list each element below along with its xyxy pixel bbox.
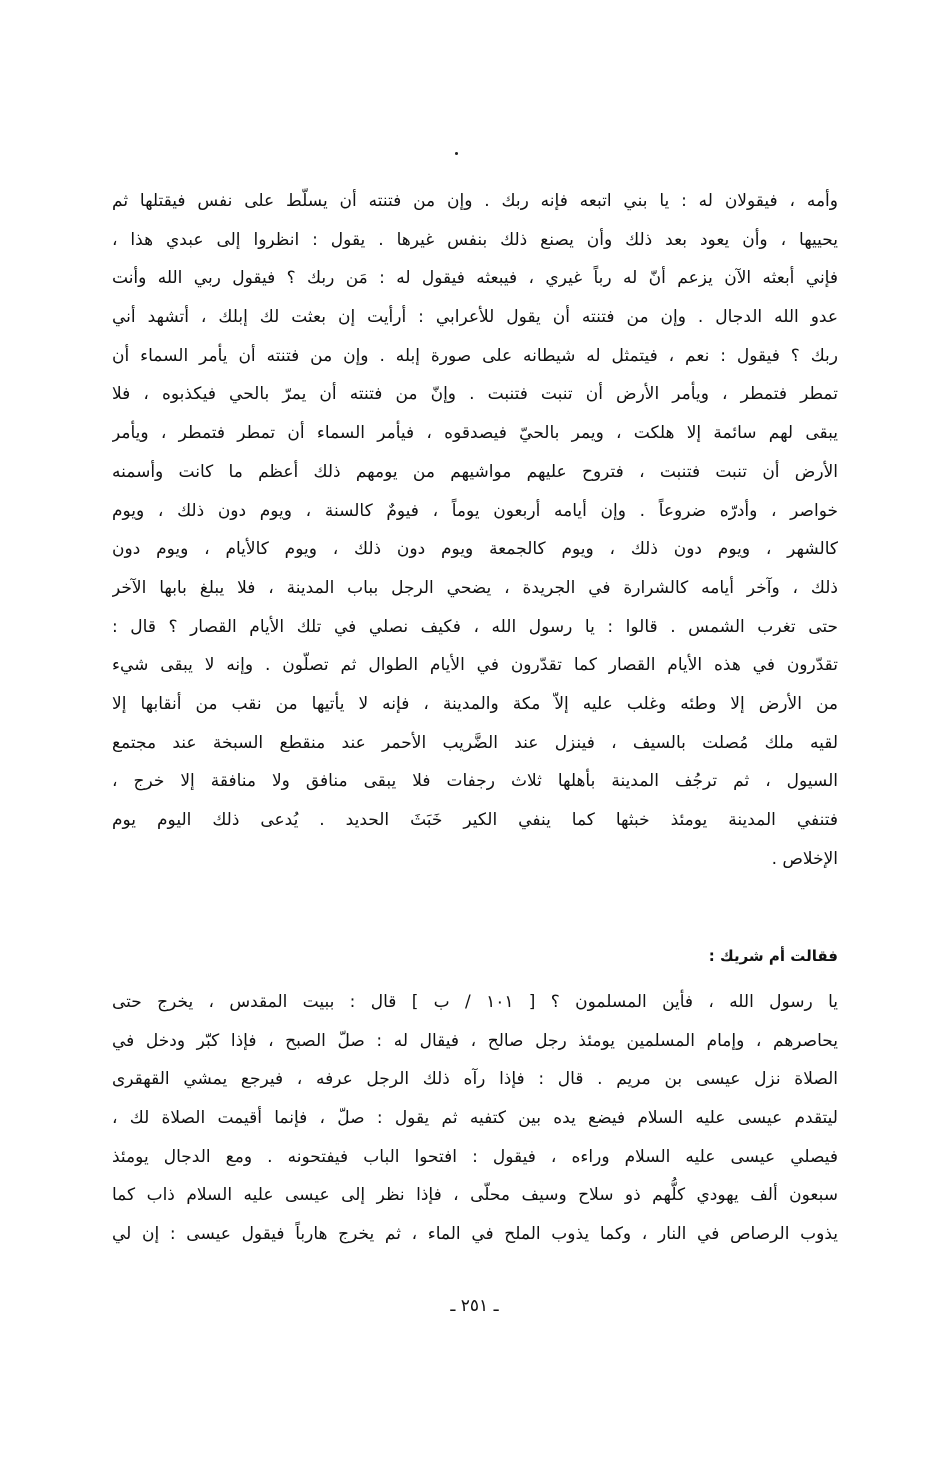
- text-line: ربك ؟ فيقول : نعم ، فيتمثل له شيطانه على صورة إبله . وإن من فتنته أن يأمر السماء أن: [112, 345, 838, 366]
- text-line: حتى تغرب الشمس . قالوا : يا رسول الله ، فكيف نصلي في تلك الأيام القصار ؟ قال :: [112, 616, 838, 637]
- text-line: يبقى لهم سائمة إلا هلكت ، ويمر بالحيّ فيصدقوه ، فيأمر السماء أن تمطر فتمطر ، ويأمر: [112, 423, 838, 444]
- text-line: الإخلاص .: [771, 848, 838, 869]
- text-line: يحاصرهم ، وإمام المسلمين يومئذ رجل صالح ، فيقال له : صلّ الصبح ، فإذا كبّر ودخل في: [112, 1030, 838, 1051]
- text-line: يذوب الرصاص في النار ، وكما يذوب الملح في الماء ، ثم يخرج هارباً فيقول عيسى : إن لي: [112, 1224, 838, 1245]
- text-line: فإني أبعثه الآن يزعم أنّ له رباً غيري ، فيبعثه فيقول له : مَن ربك ؟ فيقول ربي الله وأنت: [112, 268, 838, 289]
- text-line: عدو الله الدجال . وإن من فتنته أن يقول للأعرابي : أرأيت إن بعثت لك إبلك ، أتشهد أني: [112, 307, 838, 328]
- paragraph-1: [112, 182, 838, 878]
- text-line: الصلاة نزل عيسى بن مريم . قال : فإذا رآه ذلك الرجل عرفه ، فيرجع يمشي القهقرى: [112, 1069, 838, 1090]
- text-line: لقيه ملك مُصلت بالسيف ، فينزل عند الضَّريب الأحمر عند منقطع السبخة عند مجتمع: [112, 732, 838, 753]
- text-line: ذلك ، وآخر أيامه كالشرارة في الجريدة ، يضحي الرجل بباب المدينة ، فلا يبلغ بابها الآخر: [112, 577, 838, 598]
- page-number: ـ ٢٥١ ـ: [450, 1296, 499, 1316]
- ink-speck: [455, 152, 458, 155]
- text-line: يا رسول الله ، فأين المسلمون ؟ [ ١٠١ / ب ] قال : ببيت المقدس ، يخرج حتى: [112, 992, 838, 1012]
- text-line: من الأرض إلا وطئه وغلب عليه إلاّ مكة والمدينة ، فإنه لا يأتيها من نقب من أنقابها إلا: [112, 693, 838, 714]
- text-line: تقدّرون في هذه الأيام القصار كما تقدّرون في الأيام الطوال ثم تصلّون . وإنه لا يبقى شيء: [112, 655, 838, 676]
- text-line: فيصلي عيسى عليه السلام وراءه ، فيقول : افتحوا الباب فيفتحونه . ومع الدجال يومئذ: [112, 1146, 838, 1167]
- text-line: وأمه ، فيقولان له : يا بني اتبعه فإنه ربك . وإن من فتنته أن يسلّط على نفس فيقتلها ثم: [112, 191, 838, 211]
- text-line: الأرض أن تنبت فتنبت ، فتروح عليهم مواشيهم من يومهم ذلك أعظم ما كانت وأسمنه: [112, 461, 838, 482]
- section-heading: فقالت أم شريك :: [708, 947, 838, 965]
- text-line: ليتقدم عيسى عليه السلام فيضع يده بين كتفيه ثم يقول : صلّ ، فإنما أقيمت الصلاة لك ،: [112, 1108, 838, 1129]
- text-line: فتنفي المدينة يومئذ خبثها كما ينفي الكير خَبَثَ الحديد . يُدعى ذلك اليوم يوم: [112, 810, 838, 830]
- text-line: السيول ، ثم ترجُف المدينة بأهلها ثلاث رجفات فلا يبقى منافق ولا منافقة إلا خرج ،: [112, 771, 838, 792]
- text-line: تمطر فتمطر ، ويأمر الأرض أن تنبت فتنبت . وإنّ من فتنته أن يمرّ بالحي فيكذبوه ، فلا: [112, 384, 838, 405]
- text-line: خواصر ، وأدرّه ضروعاً . وإن أيامه أربعون يوماً ، فيومٌ كالسنة ، ويوم دون ذلك ، ويوم: [112, 500, 838, 521]
- paragraph-2: [112, 983, 838, 1254]
- text-line: يحييها ، وأن يعود بعد ذلك وأن يصنع ذلك بنفس غيرها . يقول : انظروا إلى عبدي هذا ،: [112, 229, 838, 250]
- text-line: كالشهر ، ويوم دون ذلك ، ويوم كالجمعة ويوم دون ذلك ، ويوم كالأيام ، ويوم دون: [112, 539, 838, 560]
- text-line: سبعون ألف يهودي كلُّهم ذو سلاح وسيف محلّى ، فإذا نظر إلى عيسى عليه السلام ذاب كما: [112, 1185, 838, 1206]
